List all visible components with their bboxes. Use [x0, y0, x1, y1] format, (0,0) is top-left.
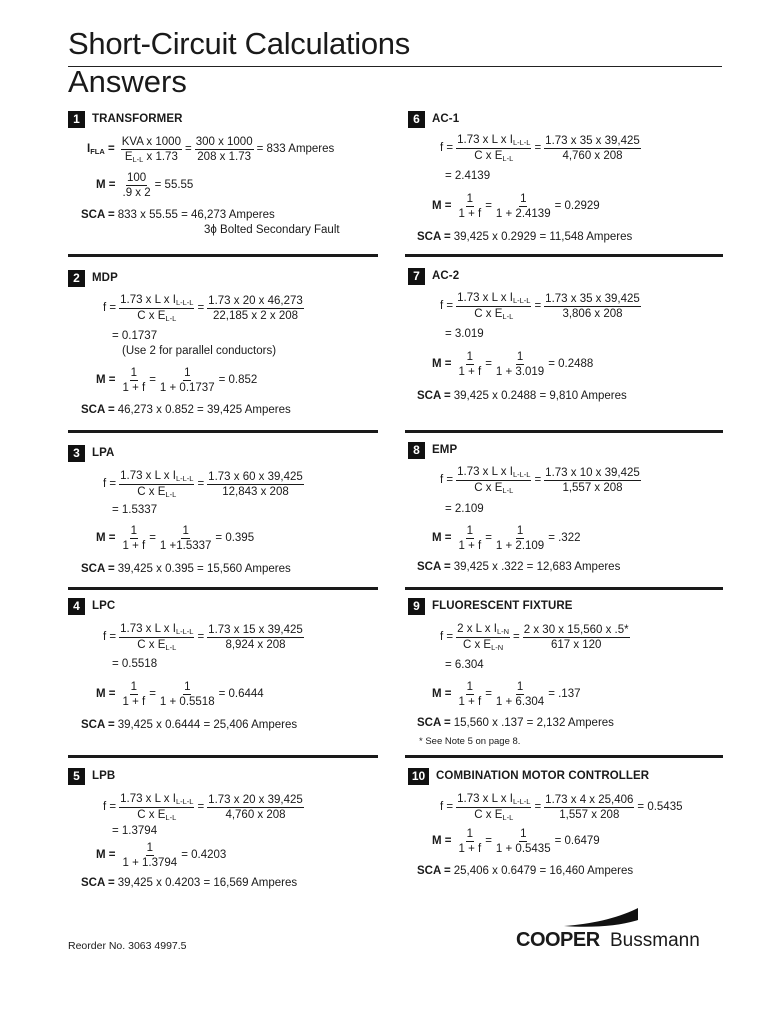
section-divider [68, 587, 378, 590]
section-combination-motor-controller [408, 768, 723, 893]
result: = 0.6444 [218, 687, 264, 700]
section-title: AC-2 [432, 269, 460, 282]
fraction: $\frac{1.73 x 10 x 39,425}{1,557 x 208}$ [545, 466, 640, 494]
section-lpc [68, 598, 378, 743]
section-divider [405, 587, 723, 590]
ifla-equation: $I_{FLA}$ = $\frac{\text{KVA x 1000}}{E_{L-L} x 1.73}$ = $\frac{300 x 1000}{208 x 1.73}$ = 833 Amperes [87, 136, 335, 165]
section-lpb [68, 768, 378, 898]
section-title: COMBINATION MOTOR CONTROLLER [436, 769, 650, 782]
fraction: $\frac{1.73 x L x I_{L-L-L}}{C x E_{L-L}}$ [457, 793, 531, 822]
f-equation: f = $\frac{1.73 x L x I_{L-L-L}}{C x E_{L-L}}$ = $\frac{1.73 x 4 x 25,406}{1,557 x 208}$ = 0.5435 [440, 793, 683, 822]
f-equation: f = $\frac{1.73 x L x I_{L-L-L}}{C x E_{L-L}}$ = $\frac{1.73 x 35 x 39,425}{3,806 x 208}$ [440, 292, 640, 321]
fraction: $\frac{2 x L x I_{L-N}}{C x E_{L-N}}$ [457, 623, 510, 652]
section-number-badge: 6 [408, 111, 425, 128]
section-header [408, 598, 573, 615]
footnote: * See Note 5 on page 8. [419, 736, 521, 747]
section-title: LPB [92, 769, 116, 782]
section-header [408, 768, 649, 785]
section-header [68, 111, 183, 128]
fraction: $\frac{1}{1 +1.5337}$ [159, 525, 212, 553]
section-header [408, 442, 457, 459]
section-title: FLUORESCENT FIXTURE [432, 599, 573, 612]
sca-line: SCA = 39,425 x .322 = 12,683 Amperes [417, 561, 621, 573]
fraction: $\frac{1.73 x 4 x 25,406}{1,557 x 208}$ [545, 793, 634, 821]
page-subtitle: Answers [68, 64, 187, 99]
cooper-bussmann-logo [516, 906, 722, 954]
section-number-badge: 1 [68, 111, 85, 128]
fraction: $\frac{1.73 x L x I_{L-L-L}}{C x E_{L-L}}$ [457, 134, 531, 163]
fraction: $\frac{1}{1 + f}$ [458, 828, 482, 856]
sca-line: SCA = 15,560 x .137 = 2,132 Amperes [417, 717, 614, 729]
section-number-badge: 9 [408, 598, 425, 615]
section-title: TRANSFORMER [92, 112, 183, 125]
sca-line: SCA = 39,425 x 0.395 = 15,560 Amperes [81, 563, 291, 575]
section-divider [405, 254, 723, 257]
fraction: $\frac{1}{1 + 3.019}$ [495, 351, 545, 379]
section-title: MDP [92, 271, 118, 284]
section-title: AC-1 [432, 112, 460, 125]
m-equation: M = $\frac{1}{1 + f}$ = $\frac{1}{1 + 0.1737}$ = 0.852 [96, 367, 258, 395]
section-header [68, 768, 115, 785]
fraction: $\frac{1.73 x 15 x 39,425}{8,924 x 208}$ [208, 623, 303, 651]
sca-line: SCA = 25,406 x 0.6479 = 16,460 Amperes [417, 865, 634, 877]
section-number-badge: 3 [68, 445, 85, 462]
f-result: = 6.304 [445, 659, 484, 671]
fraction: $\frac{1.73 x L x I_{L-L-L}}{C x E_{L-L}}$ [120, 294, 194, 323]
m-equation: M = $\frac{1}{1 + f}$ = $\frac{1}{1 + 0.5518}$ = 0.6444 [96, 681, 264, 709]
m-equation: M = $\frac{1}{1 + 1.3794}$ = 0.4203 [96, 842, 227, 870]
fraction: $\frac{1.73 x L x I_{L-L-L}}{C x E_{L-L}}$ [120, 623, 194, 652]
page-title: Short-Circuit Calculations [68, 26, 410, 61]
fraction: $\frac{1}{1 + f}$ [458, 525, 482, 553]
fraction: $\frac{100}{.9 x 2}$ [122, 172, 151, 200]
section-title: LPA [92, 446, 115, 459]
sca-line: SCA = 39,425 x 0.4203 = 16,569 Amperes [81, 877, 298, 889]
section-header [408, 111, 459, 128]
fraction: $\frac{1}{1 + 1.3794}$ [122, 842, 178, 870]
section-number-badge: 5 [68, 768, 85, 785]
fraction: $\frac{1}{1 + 0.1737}$ [159, 367, 215, 395]
fraction: $\frac{1.73 x L x I_{L-L-L}}{C x E_{L-L}}$ [120, 793, 194, 822]
result: = .322 [548, 531, 581, 544]
sca-line: SCA = 39,425 x 0.6444 = 25,406 Amperes [81, 719, 298, 731]
fraction: $\frac{1.73 x L x I_{L-L-L}}{C x E_{L-L}}$ [120, 470, 194, 499]
sca-line: SCA = 39,425 x 0.2929 = 11,548 Amperes [417, 231, 633, 243]
ifla-label: $I_{FLA}$ = [87, 143, 115, 157]
m-equation: M = $\frac{1}{1 + f}$ = $\frac{1}{1 + 2.109}$ = .322 [432, 525, 581, 553]
fraction: $\frac{1.73 x L x I_{L-L-L}}{C x E_{L-L}}$ [457, 466, 531, 495]
fraction: $\frac{1}{1 + f}$ [458, 193, 482, 221]
fraction: $\frac{1}{1 + f}$ [122, 367, 146, 395]
fraction: $\frac{1.73 x 20 x 46,273}{22,185 x 2 x 208}$ [208, 294, 303, 322]
section-header [408, 268, 459, 285]
fraction: $\frac{1.73 x 35 x 39,425}{3,806 x 208}$ [545, 292, 640, 320]
sca-line: SCA = 833 x 55.55 = 46,273 Amperes [81, 209, 275, 221]
result: = 0.6479 [554, 834, 600, 847]
m-equation: M = $\frac{1}{1 + f}$ = $\frac{1}{1 +1.5337}$ = 0.395 [96, 525, 255, 553]
result: = 0.852 [218, 373, 258, 386]
f-result: = 0.5518 [112, 658, 158, 670]
m-equation: M = $\frac{1}{1 + f}$ = $\frac{1}{1 + 2.4139}$ = 0.2929 [432, 193, 600, 221]
fraction: $\frac{1.73 x 20 x 39,425}{4,760 x 208}$ [208, 793, 303, 821]
f-equation: f = $\frac{2 x L x I_{L-N}}{C x E_{L-N}}$ = $\frac{2 x 30 x 15,560 x .5*}{617 x 120}$ [440, 623, 629, 652]
section-header [68, 445, 114, 462]
section-ac-2 [408, 268, 723, 408]
section-transformer [68, 111, 378, 246]
section-fluorescent-fixture [408, 598, 723, 750]
section-title: EMP [432, 443, 458, 456]
fraction: $\frac{1}{1 + 6.304}$ [495, 681, 545, 709]
f-result-note: (Use 2 for parallel conductors) [122, 345, 277, 357]
result: = 0.4203 [181, 848, 227, 861]
section-number-badge: 4 [68, 598, 85, 615]
result: = .137 [548, 687, 581, 700]
section-number-badge: 8 [408, 442, 425, 459]
m-equation: M = $\frac{100}{.9 x 2}$ = 55.55 [96, 172, 194, 200]
logo-swoosh-icon [562, 906, 642, 928]
result: = 0.5435 [637, 800, 683, 813]
fraction: $\frac{1.73 x 35 x 39,425}{4,760 x 208}$ [545, 134, 640, 162]
f-equation: f = $\frac{1.73 x L x I_{L-L-L}}{C x E_{L-L}}$ = $\frac{1.73 x 20 x 46,273}{22,185 x 2 x 208}$ [103, 294, 303, 323]
fraction: $\frac{1}{1 + 0.5518}$ [159, 681, 215, 709]
result: = 0.395 [215, 531, 255, 544]
section-header [68, 598, 115, 615]
section-ac-1 [408, 111, 723, 246]
fraction: $\frac{1.73 x L x I_{L-L-L}}{C x E_{L-L}}$ [457, 292, 531, 321]
result: = 55.55 [154, 178, 194, 191]
fraction: $\frac{1}{1 + f}$ [122, 525, 146, 553]
f-result: = 0.1737 [112, 330, 158, 342]
section-header [68, 270, 118, 287]
sca-line: SCA = 39,425 x 0.2488 = 9,810 Amperes [417, 390, 627, 402]
f-result: = 1.5337 [112, 504, 158, 516]
f-equation: f = $\frac{1.73 x L x I_{L-L-L}}{C x E_{L-L}}$ = $\frac{1.73 x 10 x 39,425}{1,557 x 208}$ [440, 466, 640, 495]
f-result: = 1.3794 [112, 825, 158, 837]
section-divider [405, 430, 723, 433]
section-divider [405, 755, 723, 758]
fraction: $\frac{300 x 1000}{208 x 1.73}$ [195, 136, 253, 164]
fraction: $\frac{1}{1 + 2.109}$ [495, 525, 545, 553]
section-divider [68, 755, 378, 758]
f-equation: f = $\frac{1.73 x L x I_{L-L-L}}{C x E_{L-L}}$ = $\frac{1.73 x 20 x 39,425}{4,760 x 208}$ [103, 793, 303, 822]
fraction: $\frac{\text{KVA x 1000}}{E_{L-L} x 1.73}$ [121, 136, 181, 165]
section-number-badge: 2 [68, 270, 85, 287]
fraction: $\frac{1}{1 + 2.4139}$ [495, 193, 551, 221]
section-title: LPC [92, 599, 116, 612]
result: = 0.2929 [554, 199, 600, 212]
section-divider [68, 254, 378, 257]
fraction: $\frac{1}{1 + f}$ [458, 351, 482, 379]
fraction: $\frac{1.73 x 60 x 39,425}{12,843 x 208}$ [208, 470, 303, 498]
fraction: $\frac{2 x 30 x 15,560 x .5*}{617 x 120}$ [523, 623, 629, 651]
fraction: $\frac{1}{1 + f}$ [122, 681, 146, 709]
sca-line: SCA = 46,273 x 0.852 = 39,425 Amperes [81, 404, 291, 416]
section-number-badge: 7 [408, 268, 425, 285]
fault-note: 3ϕ Bolted Secondary Fault [204, 224, 340, 236]
f-equation: f = $\frac{1.73 x L x I_{L-L-L}}{C x E_{L-L}}$ = $\frac{1.73 x 60 x 39,425}{12,843 x 208}$ [103, 470, 303, 499]
logo-bussmann-text: Bussmann [610, 930, 700, 951]
m-equation: M = $\frac{1}{1 + f}$ = $\frac{1}{1 + 3.019}$ = 0.2488 [432, 351, 594, 379]
section-mdp [68, 270, 378, 420]
section-divider [68, 430, 378, 433]
section-emp [408, 442, 723, 580]
logo-cooper-text: COOPER [516, 929, 600, 951]
result: = 0.2488 [548, 357, 594, 370]
fraction: $\frac{1}{1 + f}$ [458, 681, 482, 709]
f-result: = 2.4139 [445, 170, 491, 182]
section-number-badge: 10 [408, 768, 429, 785]
f-equation: f = $\frac{1.73 x L x I_{L-L-L}}{C x E_{L-L}}$ = $\frac{1.73 x 15 x 39,425}{8,924 x 208}$ [103, 623, 303, 652]
fraction: $\frac{1}{1 + 0.5435}$ [495, 828, 551, 856]
m-equation: M = $\frac{1}{1 + f}$ = $\frac{1}{1 + 0.5435}$ = 0.6479 [432, 828, 600, 856]
result: = 833 Amperes [256, 143, 335, 156]
f-result: = 2.109 [445, 503, 484, 515]
f-result: = 3.019 [445, 328, 484, 340]
f-equation: f = $\frac{1.73 x L x I_{L-L-L}}{C x E_{L-L}}$ = $\frac{1.73 x 35 x 39,425}{4,760 x 208}$ [440, 134, 640, 163]
m-equation: M = $\frac{1}{1 + f}$ = $\frac{1}{1 + 6.304}$ = .137 [432, 681, 581, 709]
reorder-number: Reorder No. 3063 4997.5 [68, 940, 187, 952]
section-lpa [68, 445, 378, 580]
